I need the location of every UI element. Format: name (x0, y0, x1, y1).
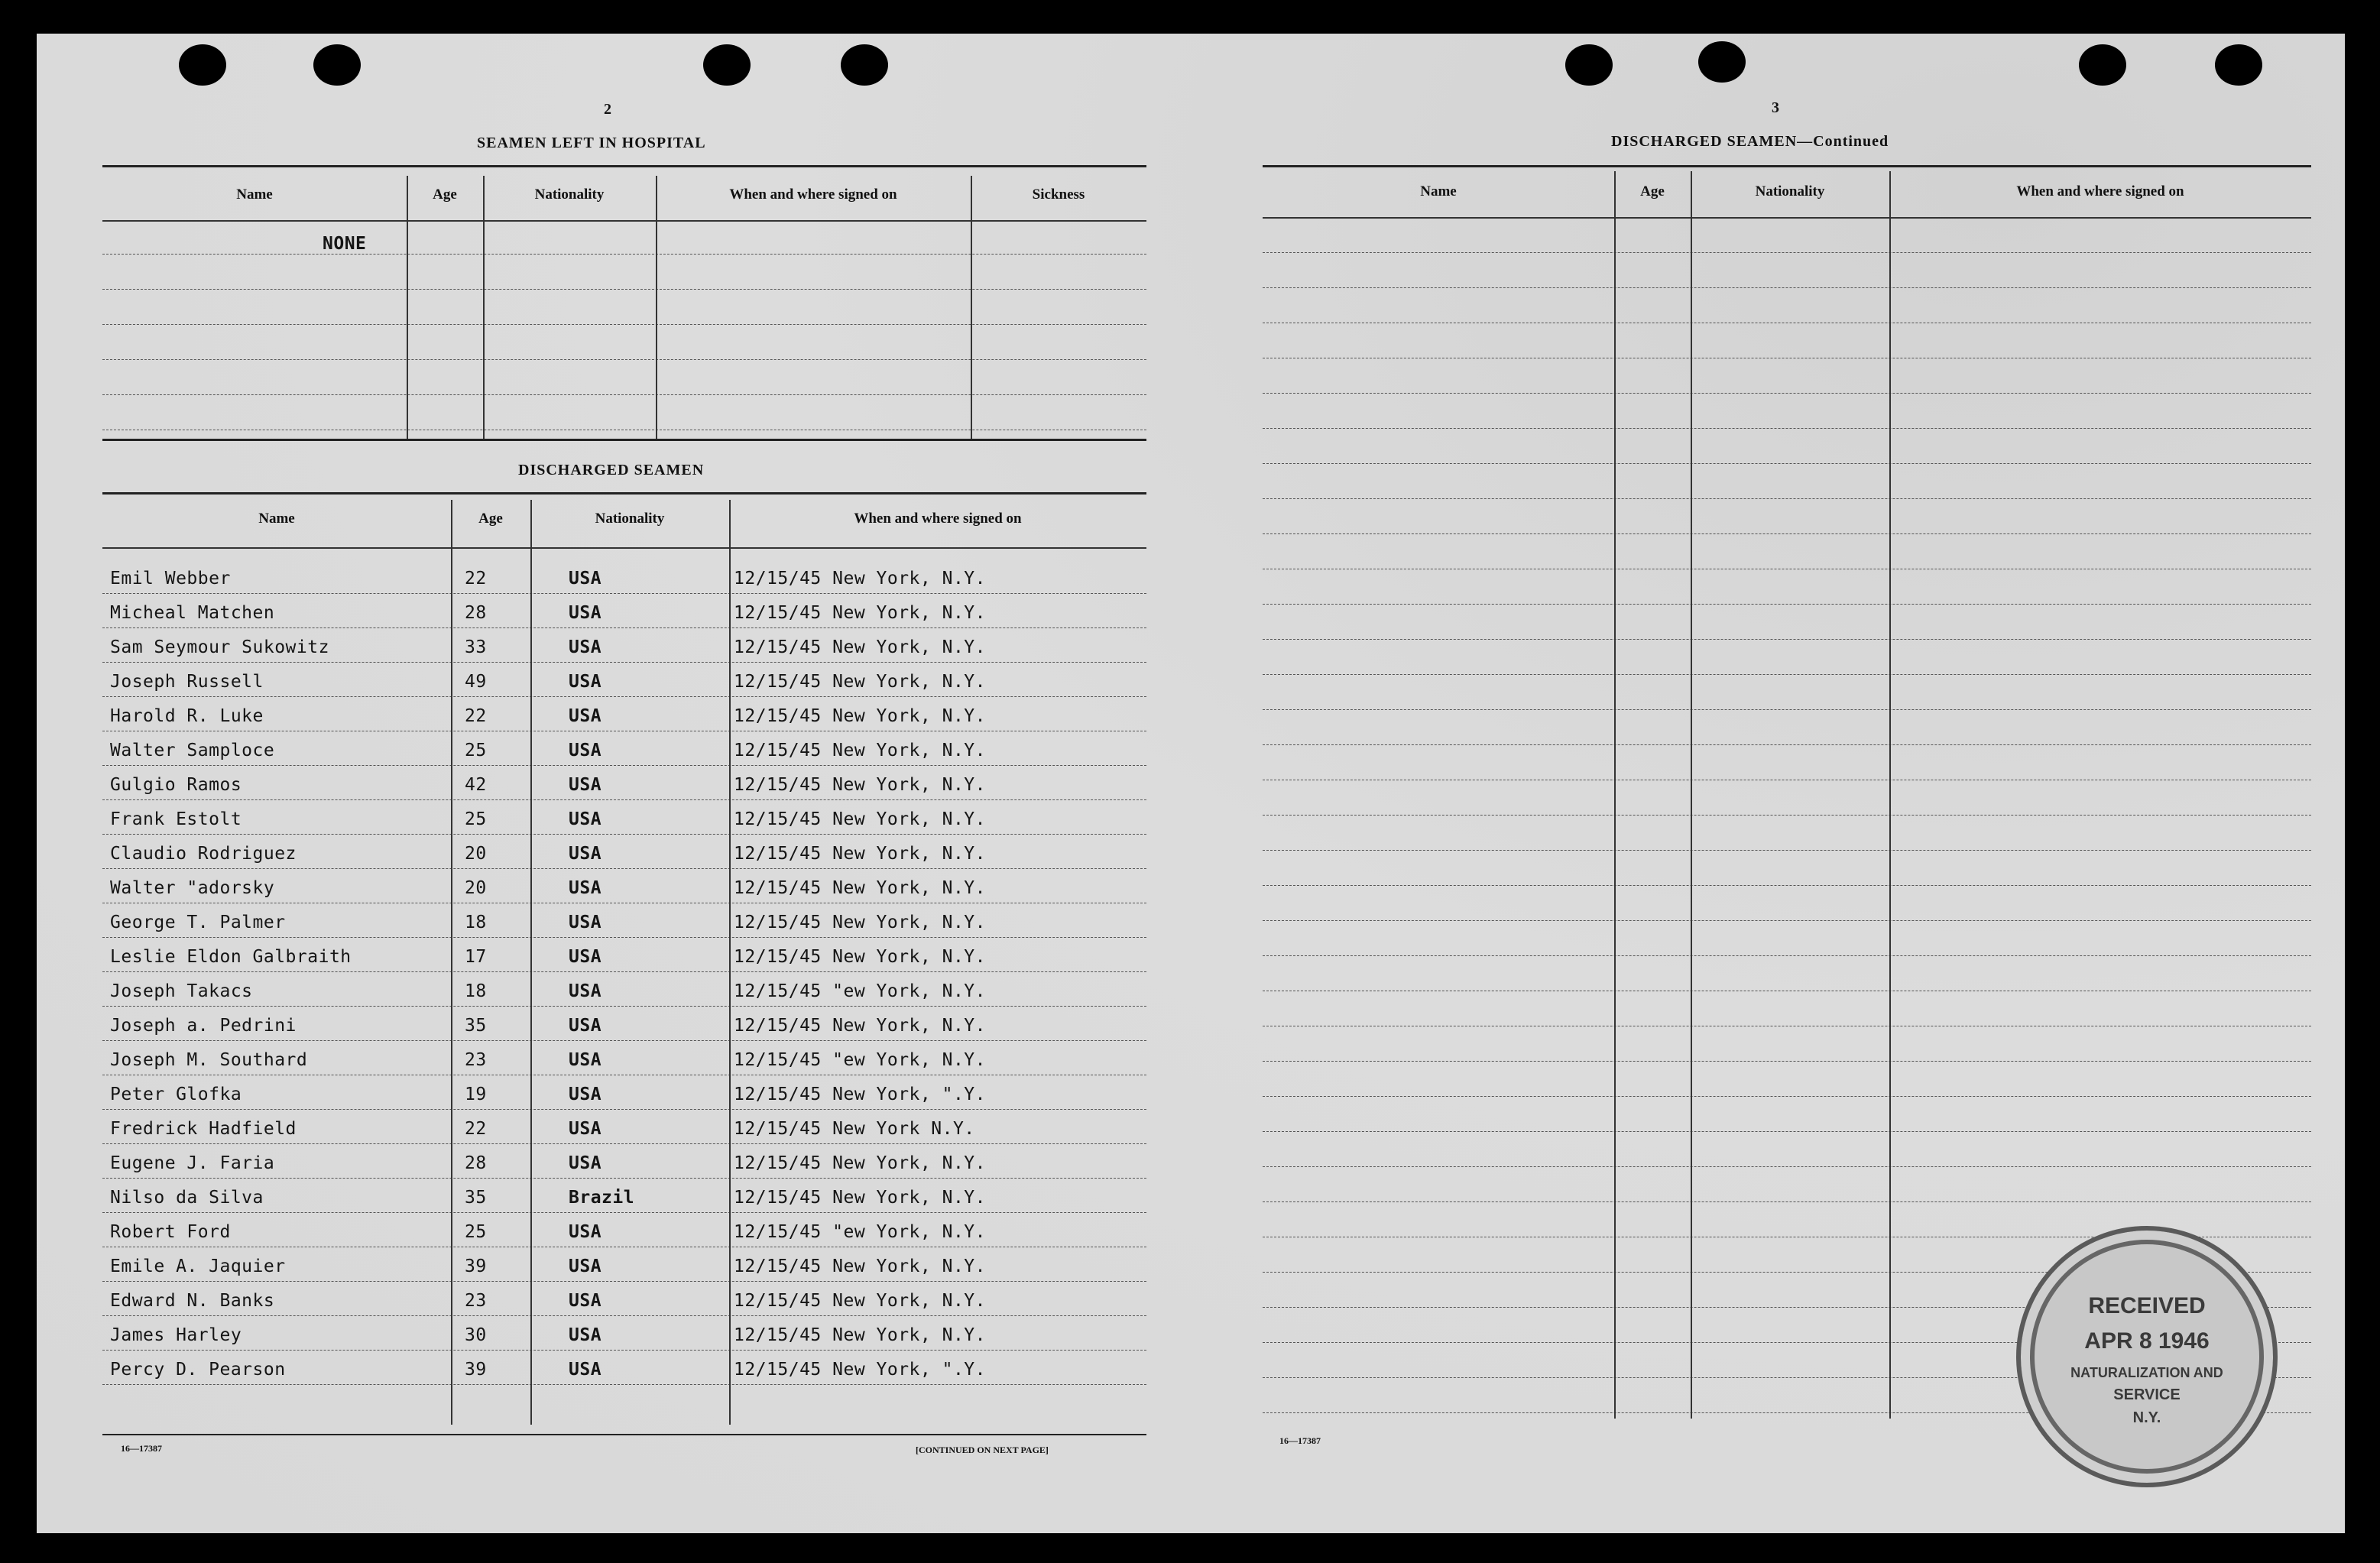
row-rule (1263, 428, 2311, 429)
seaman-name: Emil Webber (110, 569, 231, 589)
seaman-name: Walter Samploce (110, 741, 275, 760)
row-rule (1263, 463, 2311, 464)
row-rule (102, 1040, 1146, 1041)
document-sheet (37, 34, 2345, 1533)
row-rule (102, 1281, 1146, 1282)
seaman-signed-on: 12/15/45 New York N.Y. (734, 1119, 975, 1139)
seaman-age: 28 (465, 1153, 487, 1173)
seaman-age: 35 (465, 1016, 487, 1036)
row-rule (1263, 955, 2311, 956)
seaman-age: 20 (465, 878, 487, 898)
seaman-signed-on: 12/15/45 New York, N.Y. (734, 569, 986, 589)
discharged-col-age: Age (478, 511, 503, 527)
seaman-nationality: USA (569, 1291, 602, 1311)
row-rule (1263, 287, 2311, 288)
seaman-signed-on: 12/15/45 New York, N.Y. (734, 741, 986, 760)
discharged-continued-title: DISCHARGED SEAMEN—Continued (1611, 133, 1889, 150)
seaman-nationality: USA (569, 603, 602, 623)
page-number: 3 (1772, 99, 1779, 116)
seaman-name: James Harley (110, 1325, 242, 1345)
seaman-nationality: USA (569, 672, 602, 692)
seaman-name: Eugene J. Faria (110, 1153, 275, 1173)
seaman-nationality: USA (569, 706, 602, 726)
seaman-name: Edward N. Banks (110, 1291, 275, 1311)
seaman-name: Robert Ford (110, 1222, 231, 1242)
seaman-name: Joseph Russell (110, 672, 264, 692)
row-rule (102, 868, 1146, 869)
seaman-nationality: USA (569, 637, 602, 657)
seaman-age: 19 (465, 1085, 487, 1104)
seaman-name: Emile A. Jaquier (110, 1257, 286, 1276)
row-rule (1263, 709, 2311, 710)
seaman-age: 28 (465, 603, 487, 623)
seaman-name: Claudio Rodriguez (110, 844, 297, 864)
row-rule (102, 971, 1146, 972)
stamp-location: N.Y. (2132, 1409, 2161, 1426)
row-rule (102, 627, 1146, 628)
row-rule (102, 799, 1146, 800)
seaman-signed-on: 12/15/45 New York, N.Y. (734, 1153, 986, 1173)
seaman-signed-on: 12/15/45 New York, N.Y. (734, 1188, 986, 1208)
stamp-service: SERVICE (2113, 1386, 2181, 1403)
punch-hole (841, 44, 888, 86)
seaman-nationality: USA (569, 809, 602, 829)
punch-hole (2215, 44, 2262, 86)
row-rule (102, 1006, 1146, 1007)
seaman-name: Gulgio Ramos (110, 775, 242, 795)
seaman-age: 42 (465, 775, 487, 795)
row-rule (1263, 920, 2311, 921)
punch-hole (1565, 44, 1613, 86)
row-rule (1263, 1096, 2311, 1097)
seaman-signed-on: 12/15/45 New York, N.Y. (734, 603, 986, 623)
row-rule (1263, 815, 2311, 816)
punch-hole (703, 44, 751, 86)
seaman-name: Leslie Eldon Galbraith (110, 947, 352, 967)
seaman-name: Sam Seymour Sukowitz (110, 637, 329, 657)
page-number: 2 (604, 101, 611, 118)
seaman-signed-on: 12/15/45 New York, N.Y. (734, 637, 986, 657)
seaman-signed-on: 12/15/45 New York, N.Y. (734, 1291, 986, 1311)
seaman-signed-on: 12/15/45 New York, N.Y. (734, 672, 986, 692)
continued-col-nationality: Nationality (1755, 183, 1825, 199)
punch-hole (313, 44, 361, 86)
hospital-none-entry: NONE (323, 234, 367, 254)
row-rule (1263, 744, 2311, 745)
seaman-age: 49 (465, 672, 487, 692)
seaman-name: Joseph M. Southard (110, 1050, 308, 1070)
row-rule (1263, 533, 2311, 534)
seaman-name: Micheal Matchen (110, 603, 275, 623)
row-rule (1263, 1061, 2311, 1062)
seaman-nationality: USA (569, 1050, 602, 1070)
stamp-date: APR 8 1946 (2084, 1328, 2210, 1354)
seaman-signed-on: 12/15/45 New York, N.Y. (734, 844, 986, 864)
continued-col-name: Name (1420, 183, 1457, 199)
seaman-signed-on: 12/15/45 New York, N.Y. (734, 706, 986, 726)
discharged-col-name: Name (258, 511, 295, 527)
seaman-nationality: USA (569, 741, 602, 760)
seaman-nationality: USA (569, 947, 602, 967)
hospital-col-signed-on: When and where signed on (729, 186, 897, 203)
seaman-age: 25 (465, 1222, 487, 1242)
hospital-col-age: Age (433, 186, 457, 203)
seaman-name: Fredrick Hadfield (110, 1119, 297, 1139)
continued-note: [CONTINUED ON NEXT PAGE] (916, 1445, 1049, 1455)
row-rule (102, 1178, 1146, 1179)
seaman-name: Joseph Takacs (110, 981, 253, 1001)
seaman-nationality: USA (569, 913, 602, 932)
row-rule (102, 1109, 1146, 1110)
seaman-signed-on: 12/15/45 New York, ".Y. (734, 1360, 986, 1380)
row-rule (1263, 674, 2311, 675)
seaman-nationality: USA (569, 775, 602, 795)
hospital-col-sickness: Sickness (1032, 186, 1085, 203)
seaman-nationality: USA (569, 878, 602, 898)
punch-hole (1698, 41, 1746, 83)
form-number-right: 16—17387 (1279, 1435, 1321, 1446)
row-rule (102, 765, 1146, 766)
seaman-nationality: USA (569, 569, 602, 589)
stamp-agency: NATURALIZATION AND (2070, 1365, 2223, 1380)
seaman-age: 23 (465, 1050, 487, 1070)
row-rule (1263, 1201, 2311, 1202)
seaman-signed-on: 12/15/45 New York, N.Y. (734, 775, 986, 795)
seaman-age: 23 (465, 1291, 487, 1311)
row-rule (1263, 885, 2311, 886)
seaman-age: 18 (465, 913, 487, 932)
seaman-age: 39 (465, 1257, 487, 1276)
seaman-nationality: USA (569, 1325, 602, 1345)
seaman-age: 22 (465, 569, 487, 589)
seaman-signed-on: 12/15/45 New York, N.Y. (734, 913, 986, 932)
seaman-name: Harold R. Luke (110, 706, 264, 726)
hospital-col-nationality: Nationality (534, 186, 605, 203)
row-rule (1263, 252, 2311, 253)
discharged-section-title: DISCHARGED SEAMEN (518, 462, 705, 478)
seaman-age: 22 (465, 706, 487, 726)
seaman-nationality: USA (569, 981, 602, 1001)
continued-col-signed-on: When and where signed on (2016, 183, 2184, 199)
seaman-age: 30 (465, 1325, 487, 1345)
seaman-age: 39 (465, 1360, 487, 1380)
seaman-nationality: USA (569, 1257, 602, 1276)
seaman-name: Peter Glofka (110, 1085, 242, 1104)
seaman-name: Frank Estolt (110, 809, 242, 829)
seaman-nationality: USA (569, 1153, 602, 1173)
row-rule (102, 662, 1146, 663)
seaman-nationality: USA (569, 844, 602, 864)
row-rule (1263, 498, 2311, 499)
seaman-name: Joseph a. Pedrini (110, 1016, 297, 1036)
seaman-signed-on: 12/15/45 New York, N.Y. (734, 947, 986, 967)
seaman-name: Walter "adorsky (110, 878, 275, 898)
seaman-age: 33 (465, 637, 487, 657)
seaman-age: 25 (465, 809, 487, 829)
row-rule (102, 1212, 1146, 1213)
seaman-signed-on: 12/15/45 "ew York, N.Y. (734, 1222, 986, 1242)
received-stamp (2016, 1226, 2278, 1487)
seaman-signed-on: 12/15/45 New York, N.Y. (734, 1016, 986, 1036)
seaman-signed-on: 12/15/45 New York, N.Y. (734, 1257, 986, 1276)
seaman-signed-on: 12/15/45 "ew York, N.Y. (734, 1050, 986, 1070)
continued-col-age: Age (1640, 183, 1665, 199)
seaman-name: George T. Palmer (110, 913, 286, 932)
row-rule (1263, 1131, 2311, 1132)
seaman-signed-on: 12/15/45 New York, N.Y. (734, 1325, 986, 1345)
row-rule (102, 937, 1146, 938)
seaman-signed-on: 12/15/45 New York, N.Y. (734, 809, 986, 829)
form-number-left: 16—17387 (121, 1443, 162, 1454)
row-rule (1263, 850, 2311, 851)
discharged-col-signed-on: When and where signed on (854, 511, 1022, 527)
discharged-col-nationality: Nationality (595, 511, 665, 527)
row-rule (102, 696, 1146, 697)
row-rule (102, 593, 1146, 594)
row-rule (102, 1384, 1146, 1385)
seaman-name: Nilso da Silva (110, 1188, 264, 1208)
seaman-nationality: USA (569, 1085, 602, 1104)
row-rule (102, 1350, 1146, 1351)
row-rule (1263, 604, 2311, 605)
seaman-signed-on: 12/15/45 New York, N.Y. (734, 878, 986, 898)
seaman-nationality: USA (569, 1360, 602, 1380)
hospital-col-name: Name (236, 186, 273, 203)
row-rule (1263, 639, 2311, 640)
stamp-received: RECEIVED (2088, 1293, 2206, 1318)
row-rule (102, 834, 1146, 835)
seaman-nationality: USA (569, 1119, 602, 1139)
seaman-age: 17 (465, 947, 487, 967)
seaman-age: 18 (465, 981, 487, 1001)
hospital-section-title: SEAMEN LEFT IN HOSPITAL (477, 135, 706, 151)
seaman-signed-on: 12/15/45 "ew York, N.Y. (734, 981, 986, 1001)
seaman-age: 20 (465, 844, 487, 864)
seaman-nationality: USA (569, 1016, 602, 1036)
seaman-signed-on: 12/15/45 New York, ".Y. (734, 1085, 986, 1104)
seaman-name: Percy D. Pearson (110, 1360, 286, 1380)
seaman-age: 22 (465, 1119, 487, 1139)
row-rule (102, 1143, 1146, 1144)
punch-hole (179, 44, 226, 86)
row-rule (102, 1315, 1146, 1316)
seaman-nationality: USA (569, 1222, 602, 1242)
punch-hole (2079, 44, 2126, 86)
row-rule (1263, 393, 2311, 394)
seaman-age: 25 (465, 741, 487, 760)
seaman-nationality: Brazil (569, 1188, 635, 1208)
seaman-age: 35 (465, 1188, 487, 1208)
row-rule (1263, 1166, 2311, 1167)
